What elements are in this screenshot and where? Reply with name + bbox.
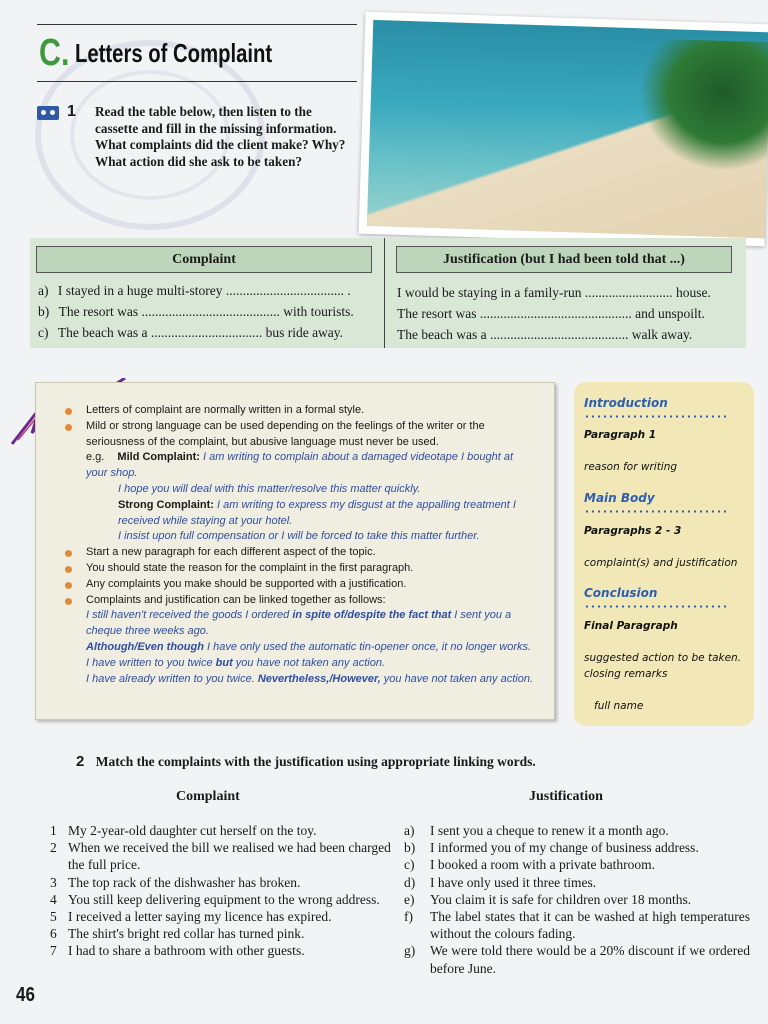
section-title: Letters of Complaint [75, 37, 273, 68]
exercise-2-complaint-list [50, 822, 392, 960]
linking-example-3-b: Nevertheless,/However, [257, 672, 381, 685]
item-text: My 2-year-old daughter cut herself on the toy. [68, 823, 317, 838]
plan-full-name: full name [594, 700, 644, 712]
plan-conclusion: Conclusion [584, 586, 658, 600]
plan-dots [584, 415, 726, 418]
eg-label: e.g. [86, 451, 105, 464]
row-key: a) [38, 283, 49, 298]
letter-plan-box [574, 382, 754, 726]
page-number: 46 [16, 984, 35, 1006]
mild-example-1: I am writing to complain about a damaged videotape I bought at your shop. [86, 451, 514, 480]
section-heading [37, 24, 357, 82]
tip-linking: Complaints and justification can be linked together as follows: [86, 593, 536, 609]
complaint-row-c [38, 325, 343, 341]
row-text: I stayed in a huge multi-storey ................................... . [57, 283, 351, 298]
linking-example-3 [86, 672, 536, 688]
item-text: The label states that it can be washed at high temperatures without the colours fading. [430, 909, 750, 942]
item-text: You claim it is safe for children over 18 months. [430, 891, 692, 907]
row-text: The beach was a ................................. bus ride away. [57, 325, 344, 340]
plan-introduction: Introduction [584, 396, 668, 410]
linking-example-1-c: I sent you a cheque three weeks ago. [86, 609, 512, 638]
complaint-table [30, 238, 746, 348]
linking-example-2-c: but [215, 656, 233, 669]
plan-suggested-action: suggested action to be taken. [584, 652, 742, 664]
strong-complaint-label: Strong Complaint: [118, 498, 214, 511]
writing-tips-box [35, 382, 555, 720]
item-key: 4 [50, 891, 57, 907]
item-text: We were told there would be a 20% discount if we ordered before June. [430, 943, 750, 976]
section-letter: C. [39, 31, 70, 74]
exercise-2-justification-header: Justification [529, 789, 603, 804]
linking-example-1-a: I still haven't received the goods I ordered [86, 609, 293, 622]
exercise-2-complaint-header: Complaint [176, 789, 240, 804]
linking-example-1-b: in spite of/despite the fact that [292, 609, 452, 622]
tip-new-paragraph: Start a new paragraph for each different aspect of the topic. [86, 545, 536, 561]
linking-example-3-c: you have not taken any action. [380, 672, 533, 685]
linking-example-1 [86, 608, 536, 640]
item-key: 3 [50, 874, 57, 890]
exercise-1-number: 1 [67, 103, 76, 120]
exercise-2-instructions-line [76, 753, 536, 770]
plan-main-body: Main Body [584, 491, 655, 505]
tip-justification: Any complaints you make should be supported with a justification. [86, 577, 536, 593]
row-key: b) [38, 304, 50, 319]
item-text: You still keep delivering equipment to the wrong address. [68, 891, 380, 907]
beach-photo-image [367, 20, 768, 238]
list-item [50, 942, 392, 959]
item-text: The shirt's bright red collar has turned pink. [68, 926, 305, 942]
tip-formal-style: Letters of complaint are normally written in a formal style. [86, 403, 536, 419]
list-item [50, 925, 392, 942]
table-header-justification: Justification (but I had been told that ...) [396, 246, 732, 273]
linking-example-2 [86, 640, 536, 672]
list-item [50, 839, 392, 873]
exercise-1-instructions: Read the table below, then listen to the cassette and fill in the missing information. What complaints did the client make? Why? What action did she ask to be taken? [95, 104, 346, 169]
mild-example-2: I hope you will deal with this matter/resolve this matter quickly. [118, 482, 421, 495]
exercise-2-instructions: Match the complaints with the justification using appropriate linking words. [95, 754, 536, 769]
complaint-row-a [38, 283, 351, 299]
list-item [50, 822, 392, 839]
tip-state-reason: You should state the reason for the complaint in the first paragraph. [86, 561, 536, 577]
item-key: 5 [50, 909, 57, 925]
item-key: a) [404, 823, 415, 838]
strong-example-2: I insist upon full compensation or I will be forced to take this matter further. [118, 530, 480, 543]
item-text: I have only used it three times. [430, 874, 597, 890]
item-text: I received a letter saying my licence has expired. [68, 909, 332, 925]
table-header-complaint: Complaint [36, 246, 372, 273]
exercise-2-number: 2 [76, 753, 85, 770]
item-text: I sent you a cheque to renew it a month ago. [430, 823, 669, 838]
linking-example-3-a: I have already written to you twice. [86, 672, 258, 685]
justification-row-a: I would be staying in a family-run .......................... house. [397, 285, 711, 300]
plan-dots [584, 510, 726, 513]
item-key: e) [404, 891, 415, 907]
item-key: d) [404, 874, 416, 890]
table-divider [384, 238, 385, 348]
examples-block [86, 450, 536, 545]
item-text: I had to share a bathroom with other guests. [68, 943, 305, 959]
item-key: g) [404, 943, 416, 959]
item-text: When we received the bill we realised we had been charged the full price. [68, 840, 391, 873]
list-item [404, 874, 750, 891]
plan-final-paragraph: Final Paragraph [584, 620, 678, 632]
justification-row-b: The resort was ............................................. and unspoilt. [397, 306, 705, 321]
list-item [50, 908, 392, 925]
cassette-icon [37, 106, 59, 120]
beach-photo [359, 12, 768, 247]
plan-reason: reason for writing [584, 461, 678, 473]
item-text: I informed you of my change of business address. [430, 840, 699, 856]
list-item [404, 891, 750, 908]
list-item [404, 822, 750, 839]
plan-paragraphs-2-3: Paragraphs 2 - 3 [584, 525, 682, 537]
strong-example-1: I am writing to express my disgust at the appalling treatment I received while staying at your hotel. [118, 498, 516, 527]
item-key: 1 [50, 823, 57, 838]
item-key: 7 [50, 943, 57, 959]
item-key: 2 [50, 840, 57, 856]
complaint-row-b [38, 304, 354, 320]
row-key: c) [38, 325, 49, 340]
list-item [404, 908, 750, 942]
item-key: f) [404, 909, 413, 925]
item-key: c) [404, 857, 415, 873]
linking-example-2-b: I have only used the automatic tin-opener once, it no longer works. I have written to you twice [86, 640, 532, 669]
linking-example-2-d: you have not taken any action. [232, 656, 386, 669]
list-item [50, 891, 392, 908]
list-item [404, 856, 750, 873]
plan-paragraph-1: Paragraph 1 [584, 429, 657, 441]
list-item [404, 839, 750, 856]
justification-row-c: The beach was a ......................................... walk away. [397, 327, 693, 342]
item-text: I booked a room with a private bathroom. [430, 857, 655, 873]
plan-complaints: complaint(s) and justification [584, 557, 738, 569]
list-item [50, 874, 392, 891]
item-key: 6 [50, 926, 57, 942]
linking-example-2-a: Although/Even though [86, 640, 204, 653]
plan-closing-remarks: closing remarks [584, 668, 668, 680]
exercise-2-justification-list [404, 822, 750, 977]
palm-trees [637, 38, 768, 172]
row-text: The resort was ......................................... with tourists. [58, 304, 354, 319]
tip-language: Mild or strong language can be used depending on the feelings of the writer or the seriousness of the complaint, but abusive language must never be used. [86, 419, 536, 451]
list-item [404, 942, 750, 976]
plan-dots [584, 605, 726, 608]
item-text: The top rack of the dishwasher has broken. [68, 874, 301, 890]
mild-complaint-label: Mild Complaint: [117, 451, 200, 464]
item-key: b) [404, 840, 416, 856]
